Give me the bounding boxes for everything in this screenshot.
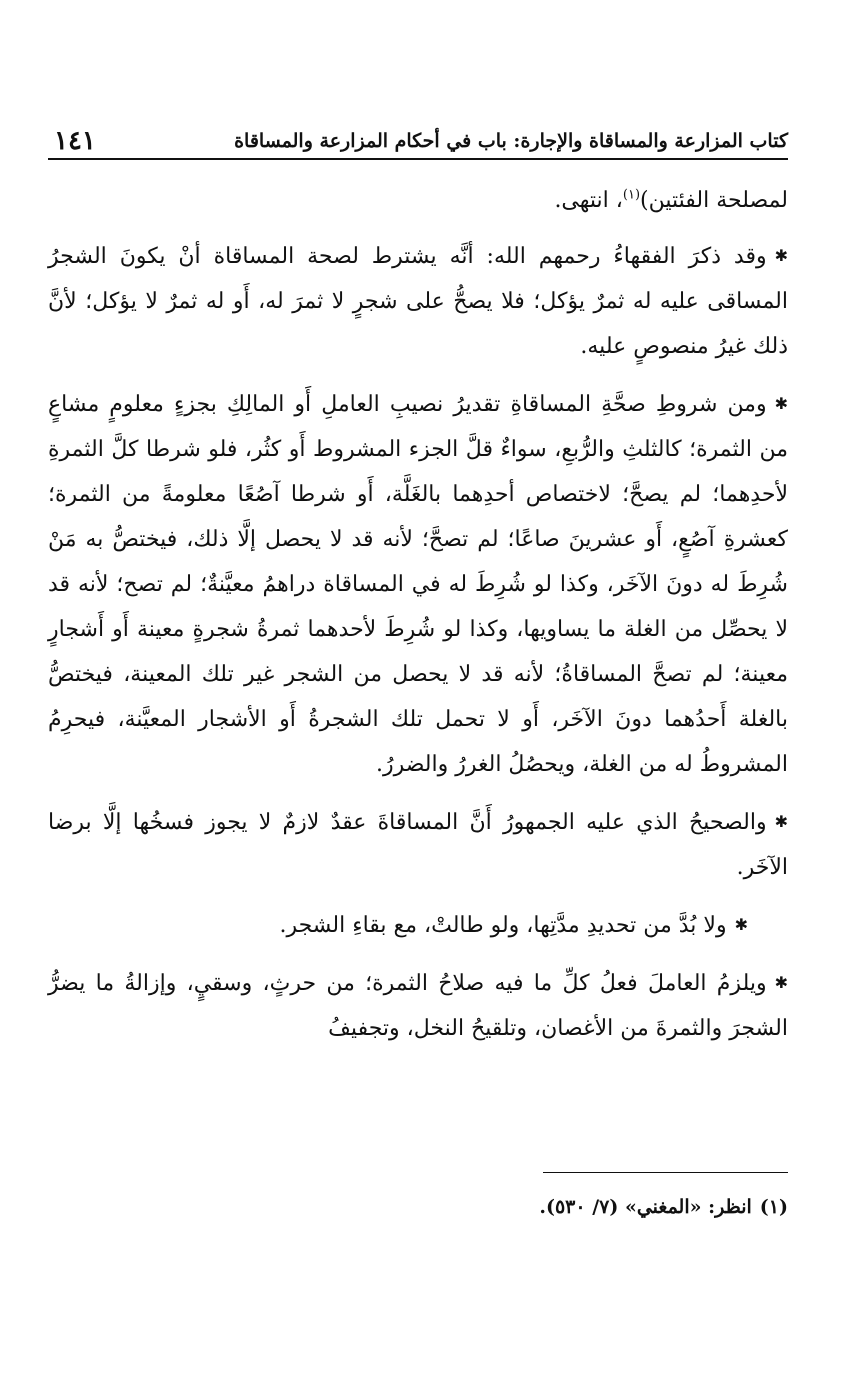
paragraph-text: ويلزمُ العاملَ فعلُ كلِّ ما فيه صلاحُ الثمرة؛ من حرثٍ، وسقيٍ، وإزالةُ ما يضرُّ الشجرَ والثمرةَ من الأغصان، وتلقيحُ النخل، وتجفيفُ — [48, 971, 788, 1041]
footnotes — [48, 1192, 788, 1222]
paragraph-text: ولا بُدَّ من تحديدِ مدَّتِها، ولو طالتْ، مع بقاءِ الشجر. — [279, 913, 727, 938]
paragraph-text: وقد ذكرَ الفقهاءُ رحمهم الله: أنَّه يشترط لصحة المساقاة أنْ يكونَ الشجرُ المساقى عليه له ثمرٌ يؤكل؛ فلا يصحُّ على شجرٍ لا ثمرَ له، أَو له ثمرٌ لا يؤكل؛ لأنَّ ذلك غيرُ منصوصٍ عليه. — [48, 244, 788, 359]
body-text — [48, 178, 788, 1051]
paragraph-text: والصحيحُ الذي عليه الجمهورُ أَنَّ المساقاةَ عقدٌ لازمٌ لا يجوز فسخُها إلَّا برضا الآخَر. — [48, 810, 788, 880]
paragraph — [48, 233, 788, 369]
paragraph — [48, 381, 788, 787]
page-number: ١٤١ — [54, 126, 96, 156]
asterisk-bullet-icon: ✱ — [774, 394, 788, 413]
document-page — [48, 112, 788, 1312]
paragraph-text: لمصلحة الفئتين) — [640, 188, 788, 213]
running-title: كتاب المزارعة والمساقاة والإجارة: باب في أحكام المزارعة والمساقاة — [234, 130, 788, 152]
paragraph-text: ومن شروطِ صحَّةِ المساقاةِ تقديرُ نصيبِ العاملِ أَو المالِكِ بجزءٍ معلومٍ مشاعٍ من الثمرة؛ كالثلثِ والرُّبعِ، سواءٌ قلَّ الجزء المشروط أَو كثُر، فلو شرطا كلَّ الثمرةِ لأحدِهما؛ لم يصحَّ؛ لاختصاص أحدِهما بالغَلَّة، أَو شرطا آصُعًا معلومةً من الثمرة؛ كعشرةِ آصُعٍ، أَو عشرينَ صاعًا؛ لم تصحَّ؛ لأنه قد لا يحصل إلَّا ذلك، فيختصُّ به مَنْ شُرِطَ له دونَ الآخَر، وكذا لو شُرِطَ له في المساقاة دراهمُ معيَّنةٌ؛ لم تصح؛ لأنه قد لا يحصِّل من الغلة ما يساويها، وكذا لو شُرِطَ لأحدهما ثمرةُ شجرةٍ معينة أَو أَشجارٍ معينة؛ لم تصحَّ المساقاةُ؛ لأنه قد لا يحصل من الشجر غير تلك المعينة، فيختصُّ بالغلة أَحدُهما دونَ الآخَر، أَو لا تحمل تلك الشجرةُ أَو الأشجار المعيَّنة، فيحرِمُ المشروطُ له من الغلة، ويحصُلُ الغررُ والضررُ. — [48, 392, 788, 777]
footnote-text: انظر: «المغني» (٧/ ٥٣٠). — [539, 1196, 752, 1218]
asterisk-bullet-icon: ✱ — [774, 973, 789, 992]
paragraph-text-end: ، انتهى. — [554, 188, 623, 213]
asterisk-bullet-icon: ✱ — [734, 915, 748, 934]
footnote-divider — [543, 1172, 788, 1173]
paragraph — [48, 902, 788, 948]
footnote-reference: (١) — [622, 187, 641, 203]
footnote — [48, 1192, 788, 1222]
paragraph — [48, 799, 788, 890]
asterisk-bullet-icon: ✱ — [774, 246, 788, 265]
paragraph-continuation — [48, 178, 788, 223]
footnote-number: (١) — [759, 1196, 788, 1218]
paragraph — [48, 960, 788, 1051]
asterisk-bullet-icon: ✱ — [774, 812, 788, 831]
page-header — [48, 112, 788, 160]
